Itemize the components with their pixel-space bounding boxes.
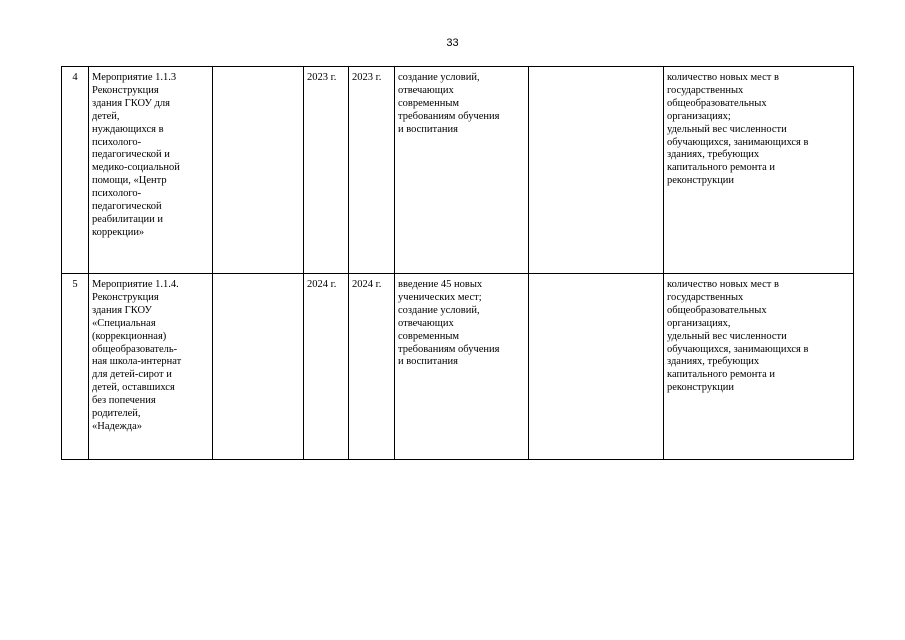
activity-name-cell: Мероприятие 1.1.4. Реконструкция здания ГКОУ «Специальная (коррекционная) общеобразователь- ная школа-интернат для детей-сирот и детей, оставшихся без попечения родителей, «Надежда» — [89, 274, 213, 460]
indicator-cell: количество новых мест в государственных общеобразовательных организациях, удельный вес численности обучающихся, занимающихся в зданиях, требующих капитального ремонта и реконструкции — [664, 274, 854, 460]
indicator-cell: количество новых мест в государственных общеобразовательных организациях; удельный вес численности обучающихся, занимающихся в зданиях, требующих капитального ремонта и реконструкции — [664, 67, 854, 274]
expected-result-cell: введение 45 новых ученических мест; создание условий, отвечающих современным требованиям обучения и воспитания — [395, 274, 529, 460]
end-year-cell: 2024 г. — [349, 274, 395, 460]
executor-cell — [213, 274, 304, 460]
start-year-cell: 2023 г. — [304, 67, 349, 274]
activity-name-cell: Мероприятие 1.1.3 Реконструкция здания ГКОУ для детей, нуждающихся в психолого- педагогической и медико-социальной помощи, «Центр психолого- педагогической реабилитации и коррекции» — [89, 67, 213, 274]
page-number: 33 — [446, 37, 459, 49]
activities-table — [61, 66, 854, 460]
row-number-cell: 4 — [62, 67, 89, 274]
link-cell — [529, 274, 664, 460]
row-number-cell: 5 — [62, 274, 89, 460]
start-year-cell: 2024 г. — [304, 274, 349, 460]
table-row — [62, 274, 854, 460]
end-year-cell: 2023 г. — [349, 67, 395, 274]
expected-result-cell: создание условий, отвечающих современным требованиям обучения и воспитания — [395, 67, 529, 274]
executor-cell — [213, 67, 304, 274]
link-cell — [529, 67, 664, 274]
table-row — [62, 67, 854, 274]
